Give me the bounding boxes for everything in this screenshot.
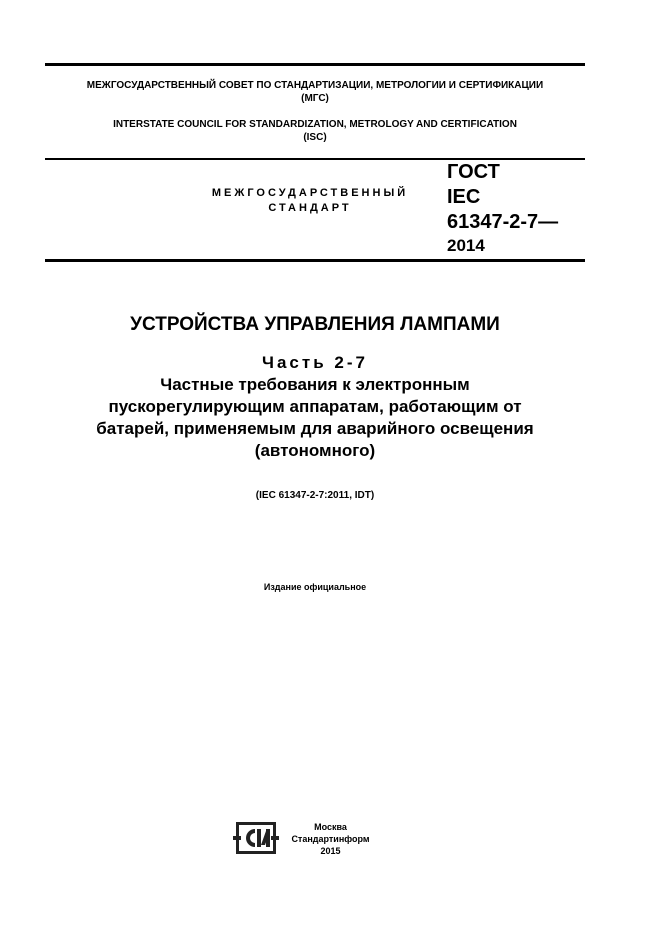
council-name-en (45, 118, 585, 144)
publisher-info (283, 821, 378, 857)
council-name-ru (45, 79, 585, 105)
standard-type-line2: СТАНДАРТ (268, 202, 352, 214)
publication-year: 2015 (320, 846, 341, 856)
council-abbr-en: (ISC) (303, 132, 327, 143)
standard-type-line1: МЕЖГОСУДАРСТВЕННЫЙ (211, 187, 409, 199)
iec-reference: (IEC 61347-2-7:2011, IDT) (255, 490, 375, 501)
top-rule (45, 63, 585, 66)
subtitle-line: пускорегулирующим аппаратам, работающим от (108, 397, 522, 416)
bottom-rule (45, 259, 585, 262)
edition-note: Издание официальное (263, 582, 367, 592)
council-abbr-ru: (МГС) (301, 93, 329, 104)
council-name-en-line: INTERSTATE COUNCIL FOR STANDARDIZATION, METROLOGY AND CERTIFICATION (113, 119, 517, 130)
standard-year: 2014 (447, 236, 485, 255)
part-label: Часть 2-7 (262, 353, 368, 372)
standard-designation (447, 160, 558, 257)
council-name-ru-line: МЕЖГОСУДАРСТВЕННЫЙ СОВЕТ ПО СТАНДАРТИЗАЦИИ, МЕТРОЛОГИИ И СЕРТИФИКАЦИИ (86, 80, 544, 91)
subtitle-line: батарей, применяемым для аварийного освещения (96, 419, 534, 438)
document-title: УСТРОЙСТВА УПРАВЛЕНИЯ ЛАМПАМИ (130, 314, 500, 335)
standard-number: 61347-2-7— (447, 211, 559, 233)
subtitle-line: (автономного) (254, 441, 376, 460)
subtitle-line: Частные требования к электронным (160, 375, 470, 394)
gost-label: ГОСТ (447, 161, 500, 183)
standard-type-label (190, 186, 430, 216)
publisher-name: Стандартинформ (291, 834, 370, 844)
document-subtitle (40, 374, 590, 462)
iec-label: IEC (447, 186, 481, 208)
publisher-city: Москва (314, 822, 347, 832)
standartinform-logo-icon (233, 818, 279, 858)
